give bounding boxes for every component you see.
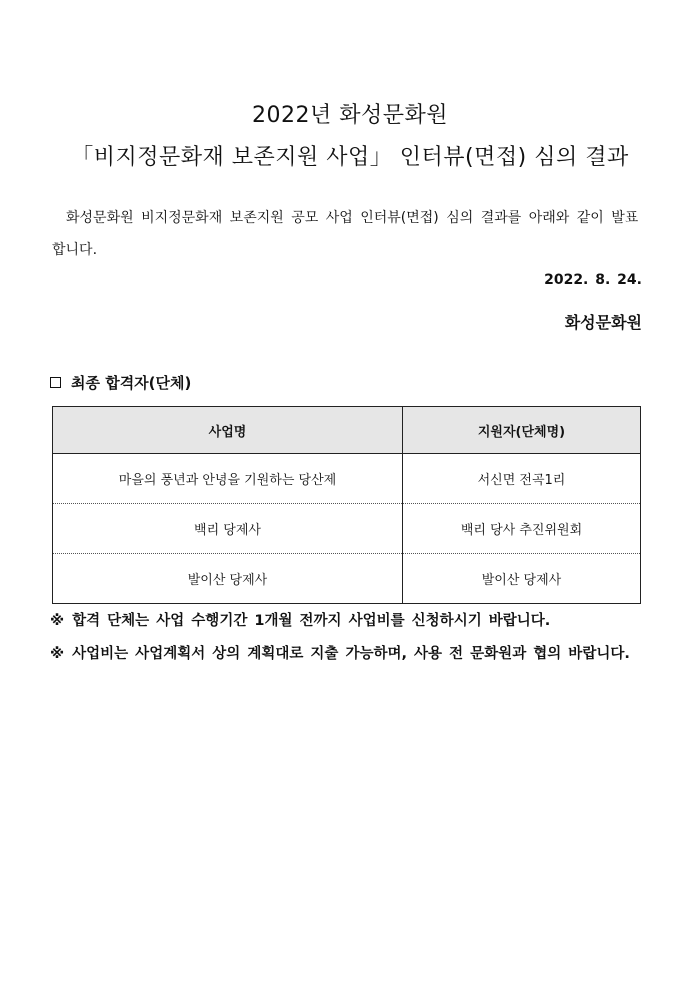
section-heading [50, 372, 191, 393]
results-table [52, 406, 641, 604]
cell-project-name: 백리 당제사 [53, 504, 403, 554]
intro-paragraph: 화성문화원 비지정문화재 보존지원 공모 사업 인터뷰(면접) 심의 결과를 아래와 같이 발표합니다. [52, 210, 639, 258]
note-text: 사업비는 사업계획서 상의 계획대로 지출 가능하며, 사용 전 문화원과 협의 바랍니다. [72, 646, 630, 662]
cell-applicant: 백리 당사 추진위원회 [403, 504, 641, 554]
header-applicant: 지원자(단체명) [403, 407, 641, 454]
reference-mark: ※ [50, 646, 65, 662]
cell-project-name: 발이산 당제사 [53, 554, 403, 604]
table-row [53, 504, 641, 554]
document-title-line2: 「비지정문화재 보존지원 사업」 인터뷰(면접) 심의 결과 [71, 145, 629, 170]
section-heading-text: 최종 합격자(단체) [71, 374, 192, 392]
note-2 [50, 642, 630, 663]
header-project-name: 사업명 [53, 407, 403, 454]
table-header-row [53, 407, 641, 454]
cell-applicant: 발이산 당제사 [403, 554, 641, 604]
cell-applicant: 서신면 전곡1리 [403, 454, 641, 504]
announcement-date: 2022. 8. 24. [544, 272, 642, 288]
cell-project-name: 마을의 풍년과 안녕을 기원하는 당산제 [53, 454, 403, 504]
square-bullet-icon [50, 377, 61, 388]
table-row [53, 454, 641, 504]
note-1 [50, 609, 550, 630]
issuing-organization: 화성문화원 [564, 313, 642, 332]
note-text: 합격 단체는 사업 수행기간 1개월 전까지 사업비를 신청하시기 바랍니다. [72, 613, 551, 629]
table-row [53, 554, 641, 604]
reference-mark: ※ [50, 613, 65, 629]
document-title-line1: 2022년 화성문화원 [252, 103, 448, 128]
